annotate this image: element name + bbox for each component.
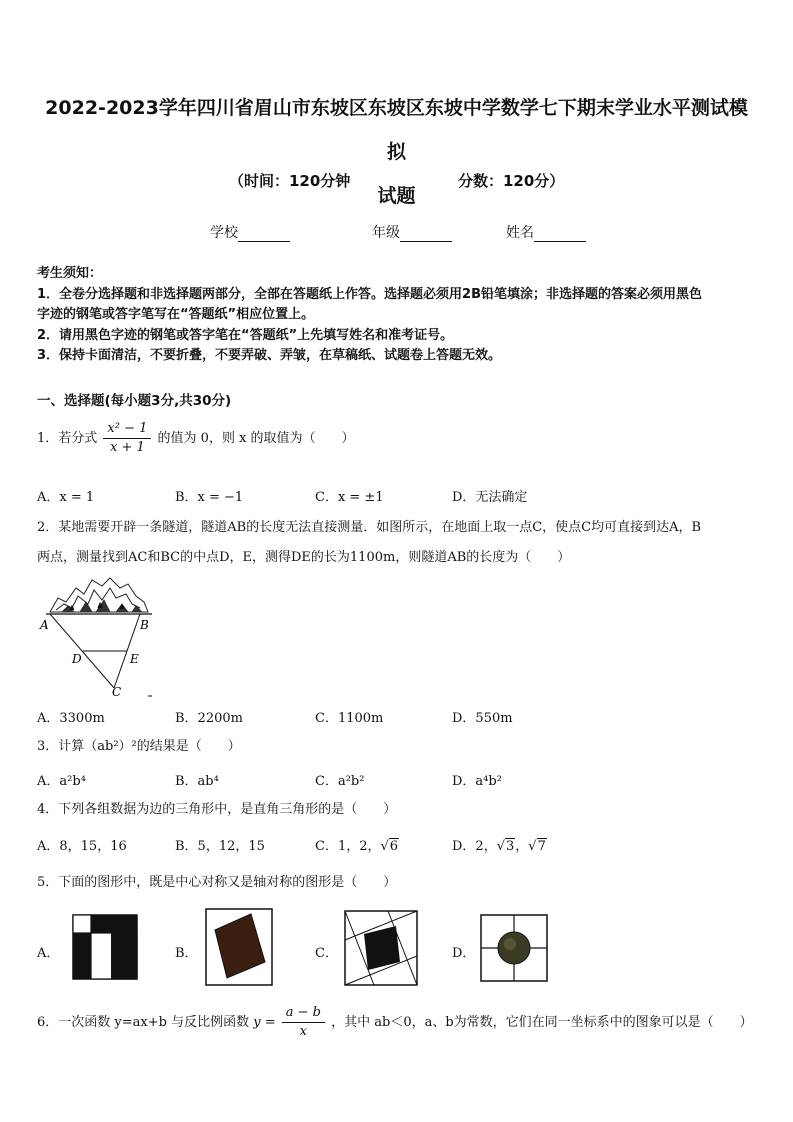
q5-figure-c — [344, 910, 418, 986]
label-e: E — [130, 652, 139, 666]
question-4: 4．下列各组数据为边的三角形中，是直角三角形的是（ ） — [37, 802, 397, 817]
name-field[interactable]: 姓名 — [506, 222, 586, 242]
q4-option-b[interactable]: B．5，12，15 — [175, 839, 265, 854]
q4-option-a[interactable]: A．8，15，16 — [37, 839, 127, 854]
q6-fraction — [282, 1004, 325, 1041]
q1-fraction — [103, 420, 151, 457]
q5-option-c[interactable]: C． — [315, 946, 338, 961]
q1-option-c[interactable]: C．x = ±1 — [315, 490, 384, 505]
q3-option-d[interactable]: D．a⁴b² — [452, 774, 502, 789]
notice-line-3: 3．保持卡面清洁，不要折叠，不要弄破、弄皱，在草稿纸、试题卷上答题无效。 — [37, 348, 502, 363]
exam-notice — [37, 264, 757, 367]
notice-line-1b: 字迹的钢笔或答字笔写在“答题纸”相应位置上。 — [37, 307, 315, 322]
title-line-1: 2022-2023学年四川省眉山市东坡区东坡区东坡中学数学七下期末学业水平测试模拟 — [45, 97, 748, 163]
q2-option-a[interactable]: A．3300m — [37, 711, 105, 726]
school-field[interactable]: 学校 — [210, 222, 290, 242]
question-2 — [37, 518, 701, 568]
q2-line-2: 两点，测量找到AC和BC的中点D，E，测得DE的长为1100m，则隧道AB的长度为（ ） — [37, 550, 571, 565]
question-6 — [37, 1004, 753, 1041]
q5-option-b[interactable]: B． — [175, 946, 198, 961]
score-label: 分数：120分） — [458, 172, 565, 190]
question-3: 3．计算（ab²）²的结果是（ ） — [37, 739, 241, 754]
q3-option-a[interactable]: A．a²b⁴ — [37, 774, 86, 789]
q1-option-b[interactable]: B．x = −1 — [175, 490, 244, 505]
title-line-2: 试题 — [377, 185, 416, 207]
q5-figure-b — [205, 908, 273, 986]
q3-option-c[interactable]: C．a²b² — [315, 774, 365, 789]
section-heading: 一、选择题(每小题3分,共30分) — [37, 393, 232, 409]
notice-line-1: 1．全卷分选择题和非选择题两部分，全部在答题纸上作答。选择题必须用2B铅笔填涂；非选择题的答案必须用黑色 — [37, 286, 703, 302]
time-label: （时间：120分钟 — [229, 172, 351, 190]
q6-suffix: ，其中 ab＜0，a、b为常数，它们在同一坐标系中的图象可以是（ ） — [331, 1015, 753, 1030]
q2-option-c[interactable]: C．1100m — [315, 711, 384, 726]
q6-numerator: a − b — [282, 1004, 325, 1023]
q5-figure-d — [480, 914, 548, 982]
notice-line-2: 2．请用黑色字迹的钢笔或答字笔在“答题纸”上先填写姓名和准考证号。 — [37, 327, 454, 343]
q3-option-b[interactable]: B．ab⁴ — [175, 774, 219, 789]
document-title — [40, 86, 753, 218]
q2-option-d[interactable]: D．550m — [452, 711, 513, 726]
mountain-illustration — [50, 578, 148, 612]
q1-suffix: 的值为 0，则 x 的取值为（ ） — [157, 431, 355, 446]
question-5: 5．下面的图形中，既是中心对称又是轴对称的图形是（ ） — [37, 875, 397, 890]
q1-prefix: 1．若分式 — [37, 431, 98, 446]
q5-option-d[interactable]: D． — [452, 946, 476, 961]
question-1 — [37, 420, 355, 457]
q1-numerator: x² − 1 — [103, 420, 151, 439]
label-a: A — [40, 618, 49, 632]
tunnel-figure — [36, 574, 156, 698]
q4-option-c[interactable]: C．1，2，√6 — [315, 839, 399, 854]
q6-y-equals: y = — [253, 1015, 276, 1030]
q4-option-d[interactable]: D．2，√3，√7 — [452, 839, 546, 854]
q2-option-b[interactable]: B．2200m — [175, 711, 243, 726]
grade-field[interactable]: 年级 — [372, 222, 452, 242]
q6-denominator: x — [299, 1024, 308, 1039]
q1-option-d[interactable]: D．无法确定 — [452, 490, 528, 505]
notice-heading: 考生须知： — [37, 266, 103, 281]
q2-line-1: 2．某地需要开辟一条隧道，隧道AB的长度无法直接测量．如图所示，在地面上取一点C，使点C均可直接到达A，B — [37, 520, 702, 535]
q5-option-a[interactable]: A． — [37, 946, 60, 961]
label-c: C — [112, 685, 122, 698]
label-b: B — [140, 618, 149, 632]
label-d: D — [72, 652, 82, 666]
q5-figure-a — [72, 914, 138, 980]
q1-option-a[interactable]: A．x = 1 — [37, 490, 95, 505]
q6-prefix: 6．一次函数 y=ax+b 与反比例函数 — [37, 1015, 250, 1030]
q1-denominator: x + 1 — [110, 440, 145, 455]
